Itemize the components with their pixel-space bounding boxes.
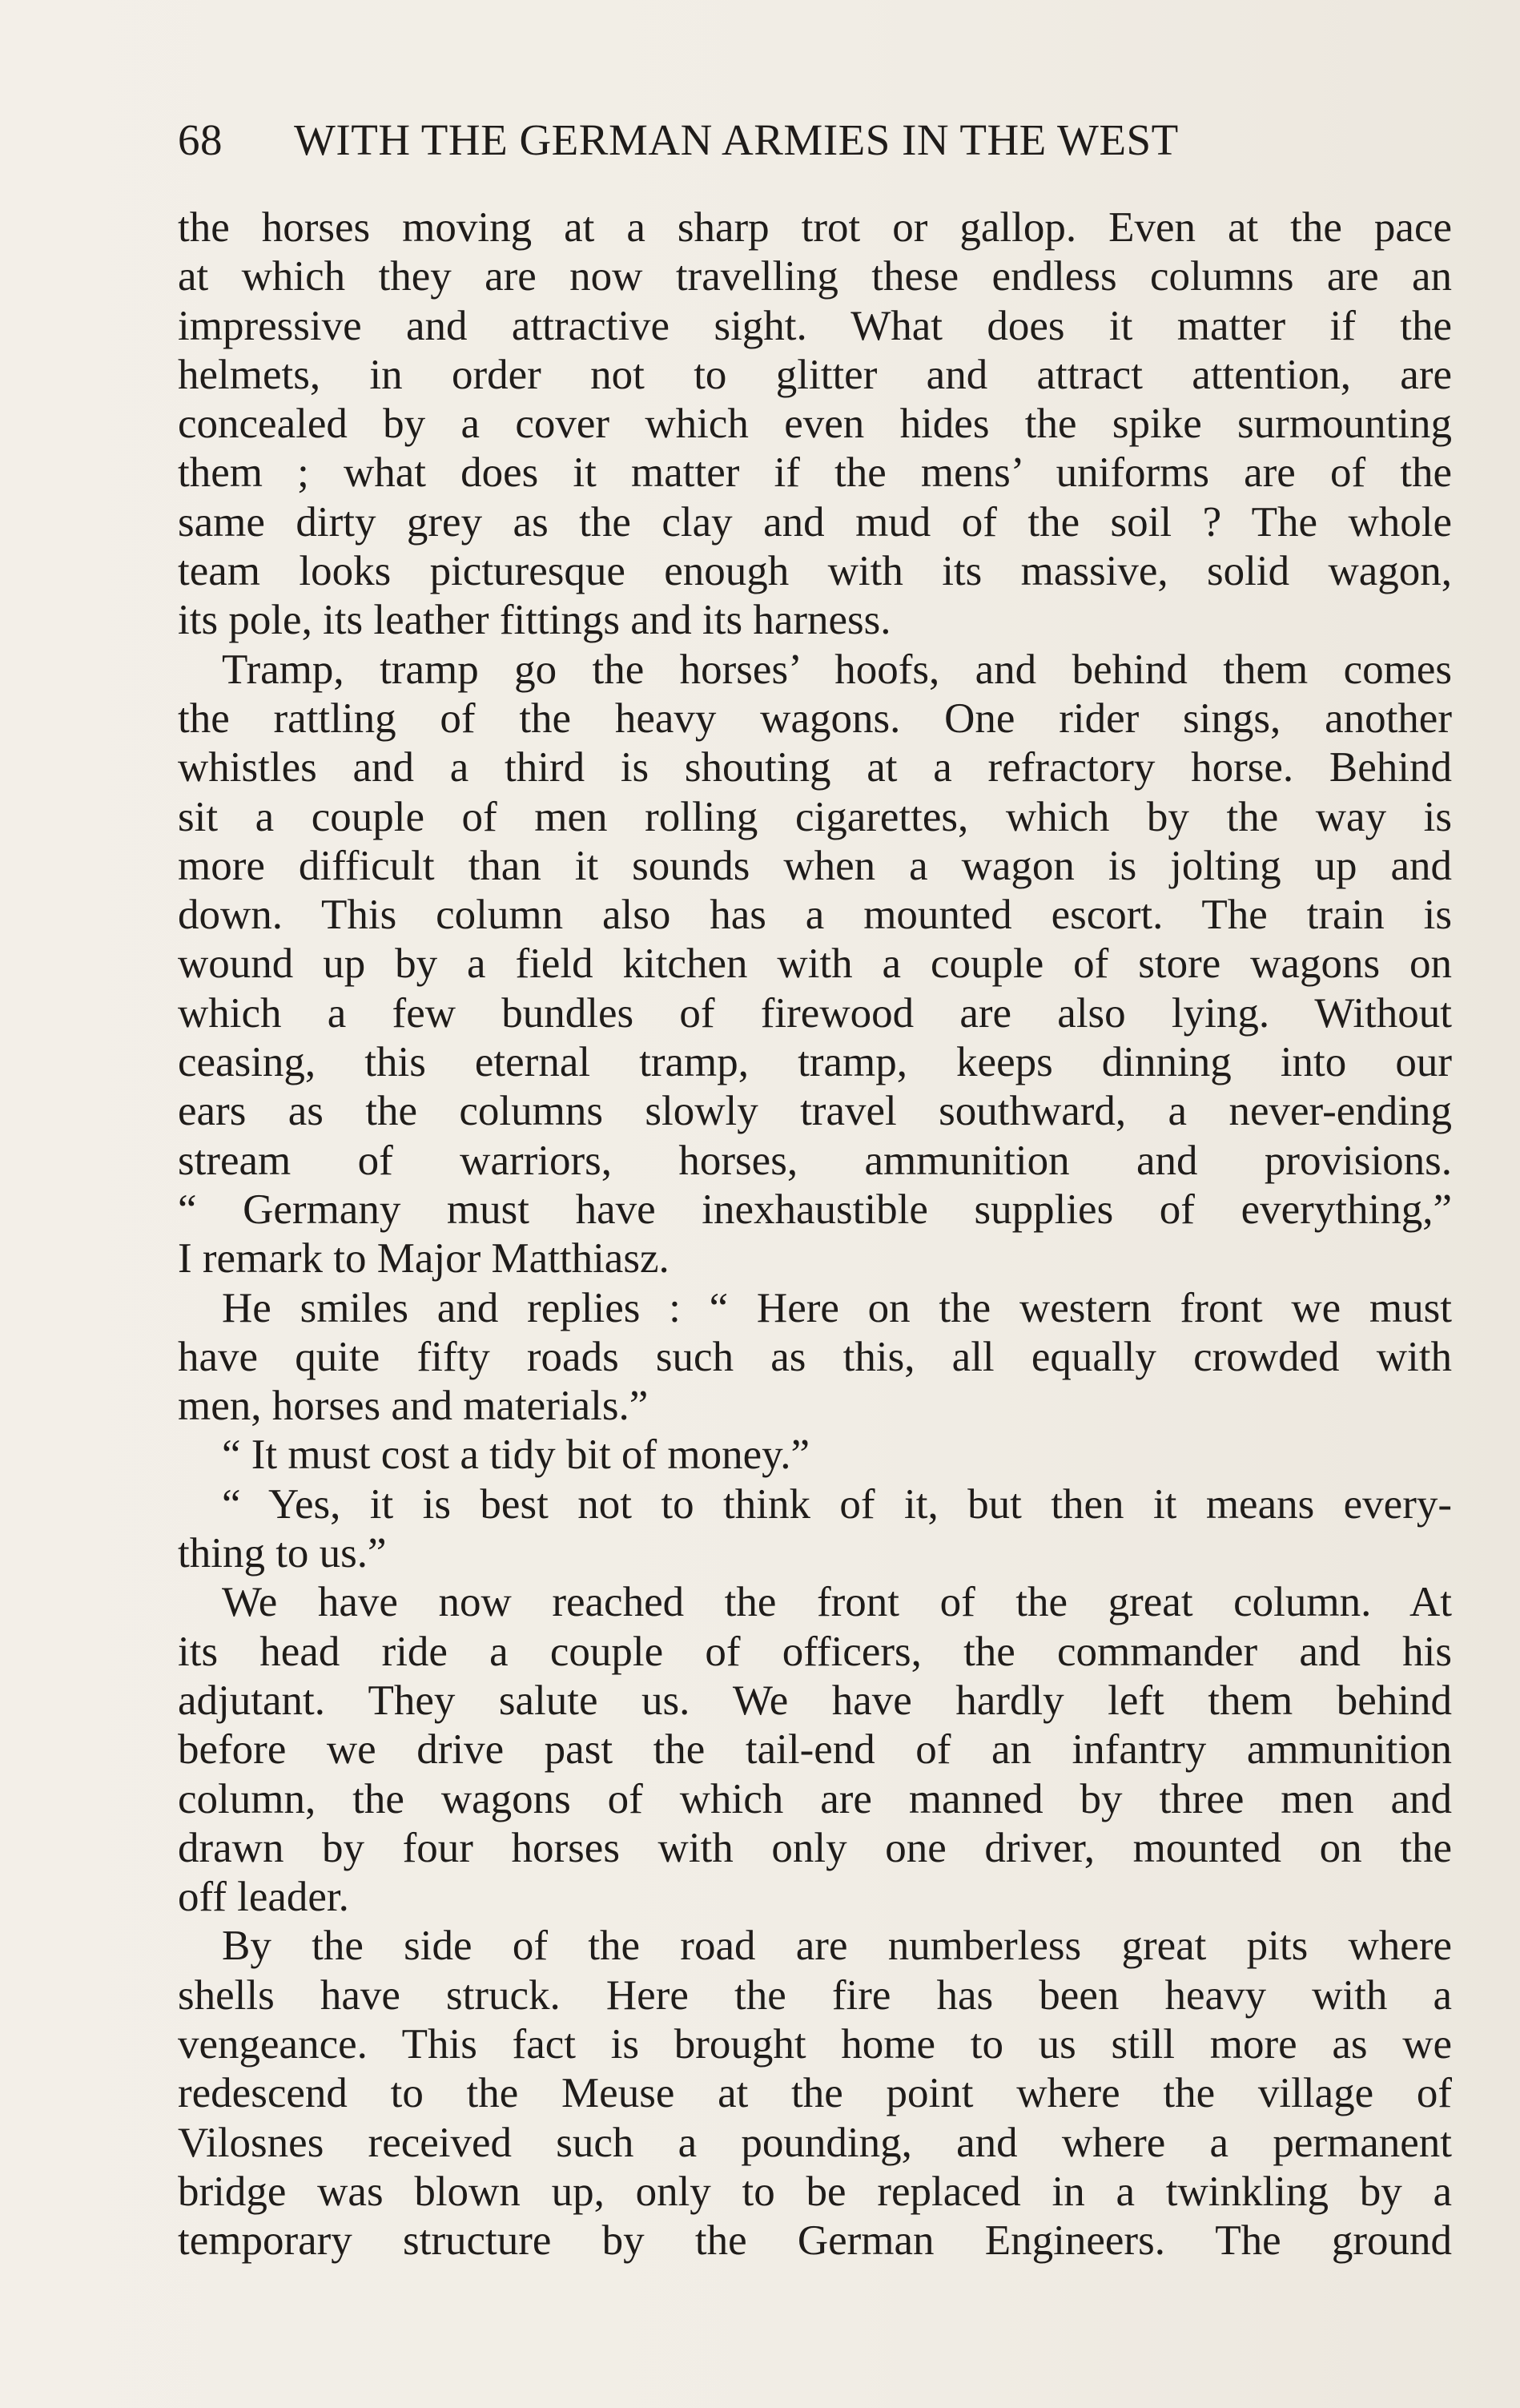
text-line: vengeance. This fact is brought home to us still more as we (178, 2020, 1452, 2068)
text-line: the horses moving at a sharp trot or gallop. Even at the pace (178, 204, 1452, 251)
text-line: shells have struck. Here the fire has been heavy with a (178, 1971, 1452, 2019)
text-line: Vilosnes received such a pounding, and where a permanent (178, 2119, 1452, 2166)
text-line: helmets, in order not to glitter and attract attention, are (178, 351, 1452, 398)
book-title: WITH THE GERMAN ARMIES IN THE WEST (294, 115, 1179, 164)
text-line: concealed by a cover which even hides the spike surmounting (178, 401, 1452, 448)
text-line: before we drive past the tail-end of an infantry ammunition (178, 1726, 1452, 1774)
text-line: “ It must cost a tidy bit of money.” (222, 1432, 810, 1479)
page-number: 68 (178, 115, 223, 164)
text-line: temporary structure by the German Engineers. The ground (178, 2217, 1452, 2265)
text-line: redescend to the Meuse at the point where the village of (178, 2070, 1452, 2117)
text-line: at which they are now travelling these endless columns are an (178, 253, 1452, 300)
text-line: more difficult than it sounds when a wagon is jolting up and (178, 842, 1452, 889)
text-line: off leader. (178, 1874, 349, 1921)
text-line: impressive and attractive sight. What does it matter if the (178, 302, 1452, 349)
text-line: He smiles and replies : “ Here on the western front we must (222, 1284, 1452, 1331)
text-line: men, horses and materials.” (178, 1383, 649, 1430)
text-line: drawn by four horses with only one driver, mounted on the (178, 1824, 1452, 1871)
text-line: We have now reached the front of the great column. At (222, 1579, 1452, 1626)
text-line: same dirty grey as the clay and mud of the soil ? The whole (178, 498, 1452, 546)
text-line: ceasing, this eternal tramp, tramp, keeps dinning into our (178, 1039, 1452, 1086)
text-line: I remark to Major Matthiasz. (178, 1235, 670, 1283)
body-text (178, 203, 1452, 2265)
text-line: sit a couple of men rolling cigarettes, which by the way is (178, 793, 1452, 840)
running-head (178, 112, 1379, 168)
text-line: Tramp, tramp go the horses’ hoofs, and behind them comes (222, 646, 1452, 693)
text-line: thing to us.” (178, 1530, 387, 1577)
text-line: which a few bundles of firewood are also lying. Without (178, 989, 1452, 1037)
text-line: adjutant. They salute us. We have hardly left them behind (178, 1677, 1452, 1724)
text-line: By the side of the road are numberless great pits where (222, 1923, 1452, 1970)
text-line: bridge was blown up, only to be replaced in a twinkling by a (178, 2168, 1452, 2215)
text-line: ears as the columns slowly travel southward, a never-ending (178, 1088, 1452, 1135)
text-line: “ Yes, it is best not to think of it, but then it means every- (222, 1480, 1452, 1528)
text-line: team looks picturesque enough with its massive, solid wagon, (178, 548, 1452, 595)
text-line: them ; what does it matter if the mens’ uniforms are of the (178, 449, 1452, 497)
text-line: its pole, its leather fittings and its harness. (178, 597, 891, 644)
text-line: wound up by a field kitchen with a couple of store wagons on (178, 940, 1452, 988)
text-line: column, the wagons of which are manned by three men and (178, 1775, 1452, 1822)
text-line: have quite fifty roads such as this, all equally crowded with (178, 1333, 1452, 1380)
text-line: down. This column also has a mounted escort. The train is (178, 892, 1452, 939)
text-line: “ Germany must have inexhaustible supplies of everything,” (178, 1186, 1452, 1233)
text-line: whistles and a third is shouting at a refractory horse. Behind (178, 744, 1452, 791)
text-line: the rattling of the heavy wagons. One rider sings, another (178, 695, 1452, 742)
text-line: its head ride a couple of officers, the commander and his (178, 1628, 1452, 1675)
text-line: stream of warriors, horses, ammunition and provisions. (178, 1137, 1452, 1184)
